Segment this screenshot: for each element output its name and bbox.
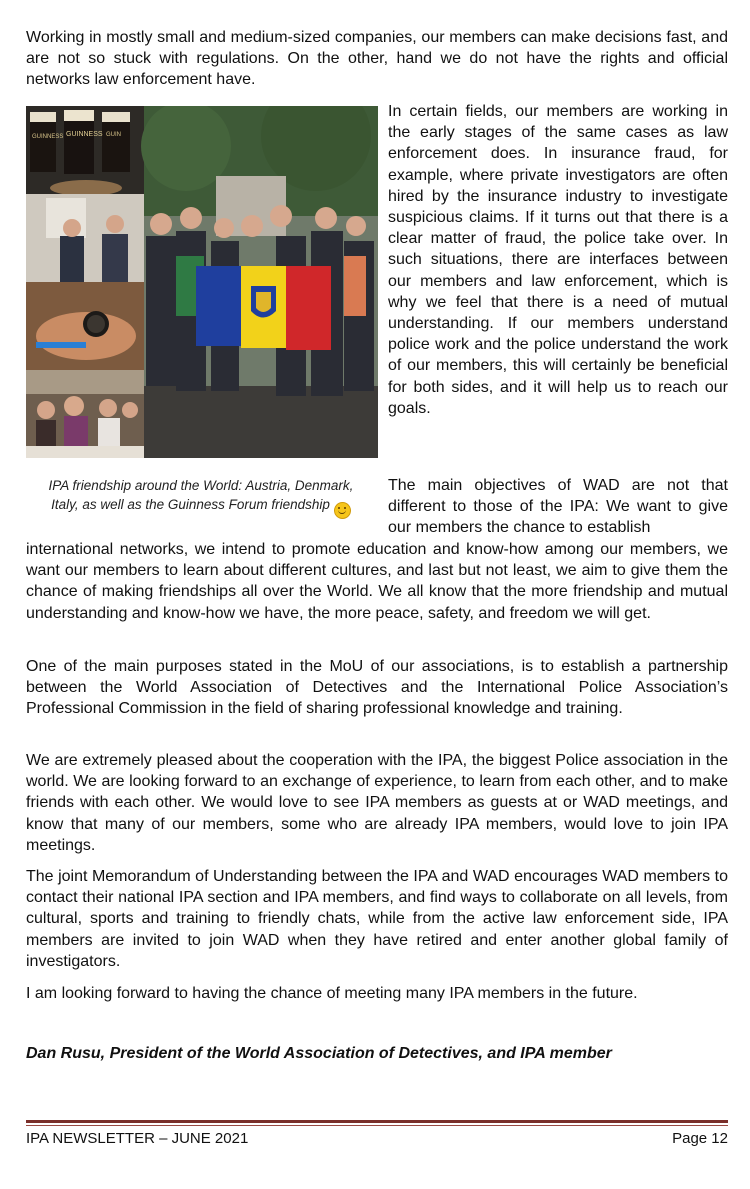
photo-collage — [26, 106, 378, 458]
paragraph-objectives-rest: international networks, we intend to promote education and know-how among our members, we want our members to learn about different cultures, and last but not least, we aim to give them the chance of making friendships all over the World. We all know that the more friendship and mutual understanding and know-how we have, the more peace, safety, and freedom we will get. — [26, 541, 728, 622]
collage-illustration — [26, 106, 378, 458]
photo-caption-text: IPA friendship around the World: Austria, Denmark, Italy, as well as the Guinness Forum friendship — [48, 478, 354, 512]
paragraph-closing: I am looking forward to having the chance of meeting many IPA members in the future. — [26, 985, 638, 1002]
page-number: Page 12 — [672, 1130, 728, 1147]
glass-label-3: GUIN — [106, 132, 121, 138]
paragraph-objectives-start: The main objectives of WAD are not that different to those of the IPA: We want to give our members the chance to establish — [388, 477, 728, 537]
footer-rule-thin — [26, 1125, 728, 1126]
newsletter-title: IPA NEWSLETTER – JUNE 2021 — [26, 1130, 249, 1147]
footer-rule — [26, 1120, 728, 1123]
photo-caption — [46, 477, 356, 519]
paragraph-mou-purpose: One of the main purposes stated in the MoU of our associations, is to establish a partnership between the World Association of Detectives and the International Police Association’s Professional Commission in the field of sharing professional knowledge and training. — [26, 658, 728, 718]
paragraph-intro: Working in mostly small and medium-sized companies, our members can make decisions fast, and are not so stuck with regulations. On the other, hand we do not have the rights and official networks law enforcement have. — [26, 29, 728, 89]
glass-label-1: GUINNESS — [32, 134, 64, 140]
smiling-face-icon — [334, 502, 351, 519]
author-signature: Dan Rusu, President of the World Association of Detectives, and IPA member — [26, 1045, 612, 1062]
glass-label-2: GUINNESS — [66, 131, 103, 138]
paragraph-fields: In certain fields, our members are working in the early stages of the same cases as law enforcement does. In insurance fraud, for example, where private investigators are often hired by the insurance industry to investigate suspicious claims. If it turns out that there is a clear matter of fraud, the police take over. In such situations, there are interfaces between our members and law enforcement, which is why we feel that there is a need of mutual understanding. If our members understand police work and the police understand the work of our members, this will certainly be beneficial for both sides, and it will help us to reach our goals. — [388, 103, 728, 417]
paragraph-cooperation: We are extremely pleased about the cooperation with the IPA, the biggest Police association in the world. We are looking forward to an exchange of experience, to learn from each other, and to make friends with each other. We would love to see IPA members as guests at or WAD meetings, and know that many of our members, some who are already IPA members, would love to join IPA meetings. — [26, 752, 728, 854]
paragraph-joint-mou: The joint Memorandum of Understanding between the IPA and WAD encourages WAD members to contact their national IPA section and IPA members, and find ways to collaborate on all levels, from cultural, sports and training to friendly chats, while from the active law enforcement side, IPA members are invited to join WAD when they have retired and enter another global family of investigators. — [26, 868, 728, 970]
